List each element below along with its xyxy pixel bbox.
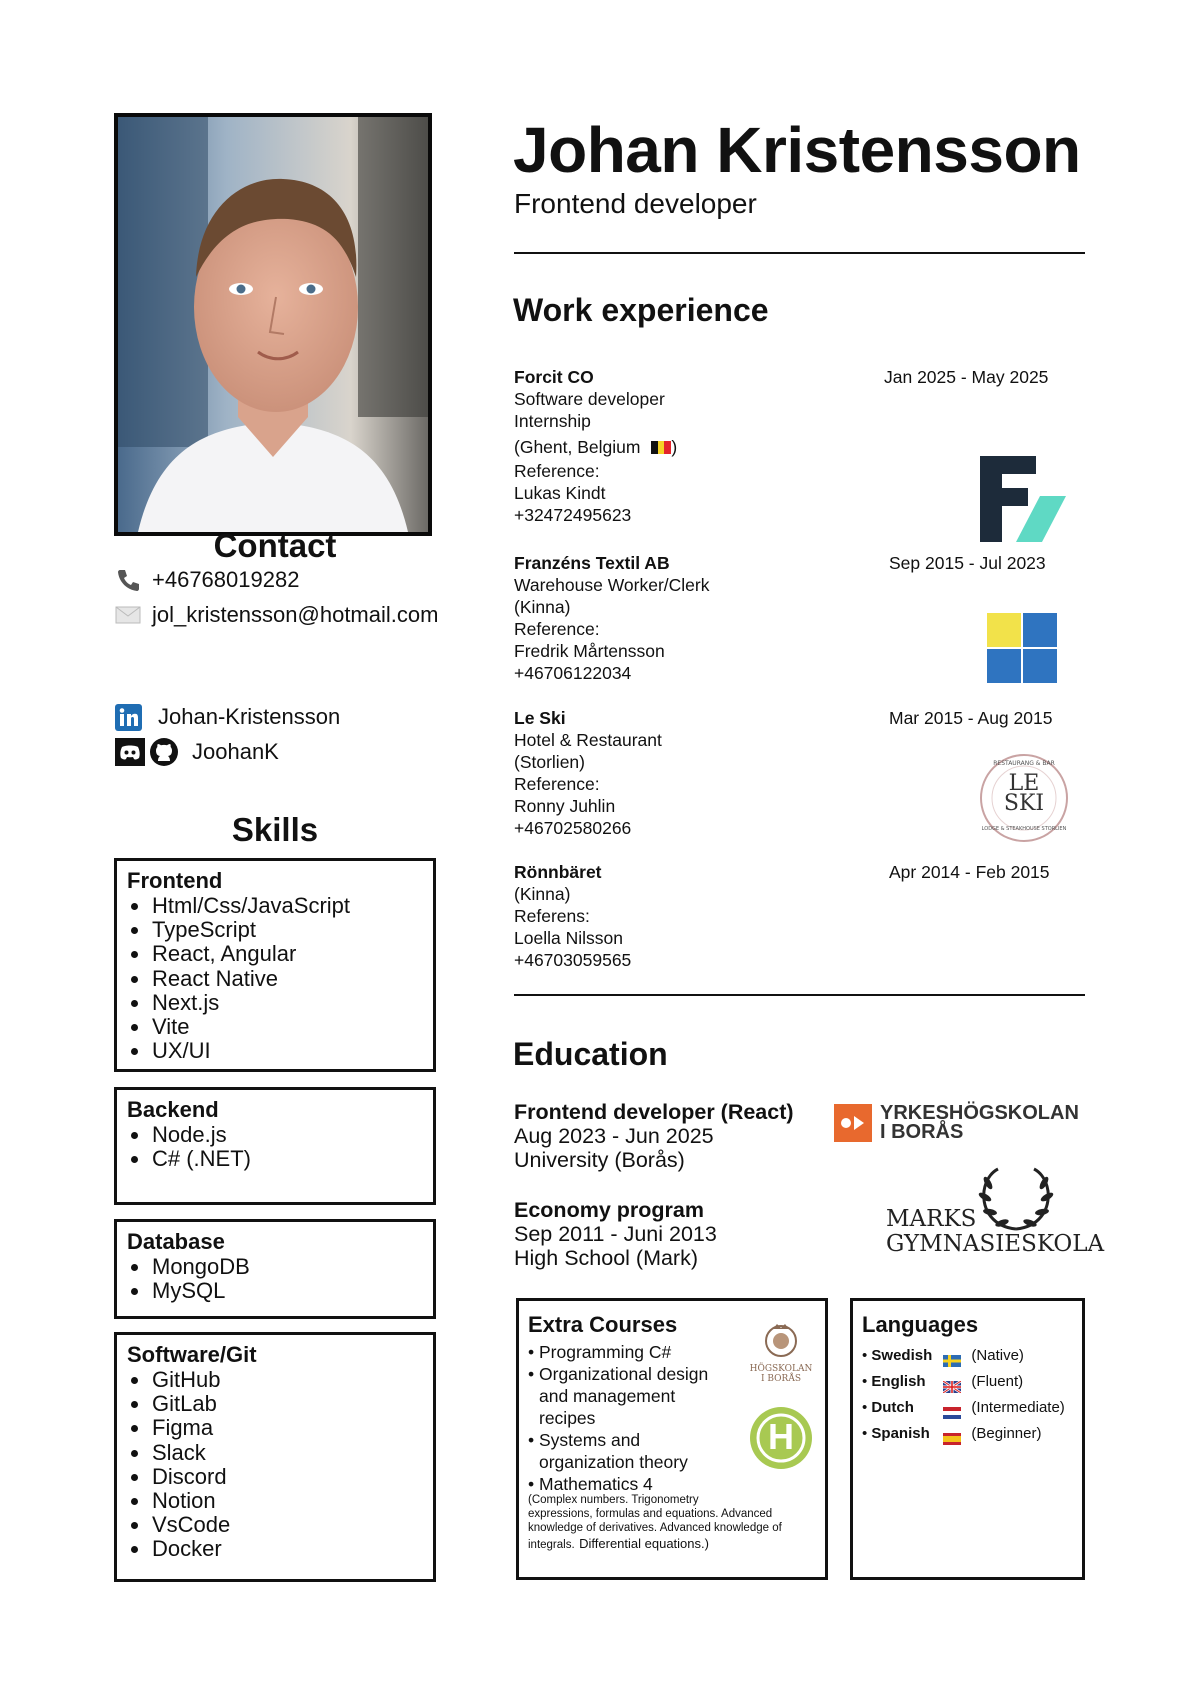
skill-item: • Node.js — [151, 1123, 423, 1147]
leski-top-text: RESTAURANG & BAR — [993, 760, 1055, 767]
extra-courses-list — [528, 1341, 738, 1495]
education-dates: Aug 2023 - Jun 2025 — [514, 1124, 714, 1148]
course-item: • Programming C# — [528, 1342, 672, 1362]
portrait-image — [118, 117, 428, 532]
math-note-tail: Differential equations.) — [579, 1536, 709, 1551]
hb-logo-text — [745, 1364, 817, 1384]
crest-icon — [763, 1321, 799, 1359]
job-company: Forcit CO — [514, 367, 594, 387]
course-item-cont: recipes — [539, 1408, 596, 1428]
skill-item: • React Native — [151, 967, 423, 991]
language-row: • Spanish (Beginner) — [862, 1421, 1082, 1447]
skill-item: • MySQL — [151, 1279, 423, 1303]
divider — [514, 252, 1085, 254]
skill-item: • Docker — [151, 1537, 423, 1561]
skill-item: • Vite — [151, 1015, 423, 1039]
job-line: +46706122034 — [514, 663, 632, 683]
skill-group-title: Backend — [127, 1097, 219, 1122]
language-level: (Beginner) — [971, 1425, 1042, 1442]
course-item: • Mathematics 4 — [528, 1474, 653, 1494]
contact-discord-github[interactable] — [114, 738, 279, 766]
contact-linkedin[interactable] — [114, 703, 340, 731]
skill-group-title: Frontend — [127, 868, 223, 893]
skill-item: • GitHub — [151, 1368, 423, 1392]
yh-logo-text — [880, 1104, 1079, 1142]
skill-group-backend — [114, 1087, 436, 1205]
phone-icon — [114, 566, 142, 594]
skill-group-title: Software/Git — [127, 1342, 257, 1367]
education-title: Frontend developer (React) — [514, 1100, 794, 1124]
job-line: Reference: — [514, 461, 600, 481]
skill-group-software — [114, 1332, 436, 1582]
job-line: Warehouse Worker/Clerk — [514, 575, 710, 595]
skill-item: • Figma — [151, 1416, 423, 1440]
job-line: Hotel & Restaurant — [514, 730, 662, 750]
job-entry-ronnbaret — [514, 861, 1074, 971]
languages-list — [862, 1343, 1082, 1447]
hb-logo-line: I BORÅS — [760, 1374, 802, 1384]
netherlands-flag-icon — [943, 1402, 961, 1414]
education-heading: Education — [513, 1036, 668, 1072]
job-date: Sep 2015 - Jul 2023 — [889, 553, 1046, 573]
skill-item: • Discord — [151, 1465, 423, 1489]
hb-logo-line: HÖGSKOLAN — [749, 1364, 813, 1374]
language-name: Swedish — [871, 1347, 933, 1364]
language-row: • Dutch (Intermediate) — [862, 1395, 1082, 1421]
job-location-text: (Ghent, Belgium — [514, 437, 641, 457]
course-item-cont: and management — [539, 1386, 676, 1406]
job-line: Internship — [514, 411, 591, 431]
job-line: Ronny Juhlin — [514, 796, 616, 816]
language-level: (Fluent) — [971, 1373, 1024, 1390]
language-row: • Swedish (Native) — [862, 1343, 1082, 1369]
course-item: • Systems and — [528, 1430, 641, 1450]
job-line: Loella Nilsson — [514, 928, 623, 948]
job-date: Jan 2025 - May 2025 — [884, 367, 1049, 387]
job-line: +46702580266 — [514, 818, 632, 838]
extra-courses-box — [516, 1298, 828, 1580]
hogskolan-boras-logo — [745, 1321, 817, 1384]
education-place: High School (Mark) — [514, 1246, 698, 1270]
skill-item: • Slack — [151, 1441, 423, 1465]
yh-logo-line: YRKESHÖGSKOLAN — [880, 1102, 1079, 1124]
contact-email[interactable] — [114, 601, 438, 629]
person-name: Johan Kristensson — [513, 114, 1081, 186]
job-location — [514, 436, 1074, 458]
math-note-line: expressions, formulas and equations. Advanced — [528, 1508, 773, 1520]
discord-icon — [114, 738, 146, 766]
math-note-line: knowledge of derivatives. Advanced knowledge of — [528, 1522, 782, 1534]
job-line: +46703059565 — [514, 950, 632, 970]
spain-flag-icon — [943, 1428, 961, 1440]
marks-logo-text — [886, 1207, 1104, 1257]
uk-flag-icon — [943, 1376, 961, 1388]
marks-logo-line: GYMNASIESKOLA — [886, 1231, 1105, 1257]
skill-item: • TypeScript — [151, 918, 423, 942]
envelope-icon — [114, 601, 142, 629]
math-note — [528, 1493, 824, 1553]
leski-main-line: SKI — [1003, 791, 1045, 816]
job-line: (Kinna) — [514, 597, 571, 617]
extra-courses-heading: Extra Courses — [528, 1312, 678, 1337]
math-note-line: (Complex numbers. Trigonometry — [528, 1494, 699, 1506]
job-line: (Kinna) — [514, 884, 571, 904]
job-line: Fredrik Mårtensson — [514, 641, 665, 661]
job-line: Reference: — [514, 774, 600, 794]
work-heading: Work experience — [513, 292, 769, 328]
skill-group-database — [114, 1219, 436, 1319]
h-badge-letter: H — [768, 1416, 794, 1457]
job-line: Reference: — [514, 619, 600, 639]
job-company: Franzéns Textil AB — [514, 553, 670, 573]
education-place: University (Borås) — [514, 1148, 685, 1172]
skill-group-title: Database — [127, 1229, 225, 1254]
language-name: English — [871, 1373, 926, 1390]
skill-item: • C# (.NET) — [151, 1147, 423, 1171]
math-note-line — [528, 1535, 824, 1553]
education-entry-marks — [514, 1198, 717, 1270]
skill-item: • UX/UI — [151, 1039, 423, 1063]
languages-heading: Languages — [862, 1312, 979, 1337]
skill-item: • MongoDB — [151, 1255, 423, 1279]
job-title: Frontend developer — [514, 188, 757, 219]
skill-item: • Next.js — [151, 991, 423, 1015]
leski-main-line: LE — [1008, 771, 1040, 796]
job-line: Software developer — [514, 389, 665, 409]
skill-item: • Notion — [151, 1489, 423, 1513]
forcit-logo — [980, 456, 1070, 551]
education-title: Economy program — [514, 1198, 704, 1222]
h-badge-logo — [748, 1405, 814, 1471]
education-entry-yh — [514, 1100, 794, 1172]
yh-play-icon — [834, 1104, 872, 1142]
job-line: +32472495623 — [514, 505, 632, 525]
contact-heading: Contact — [213, 527, 337, 564]
phone-number: +46768019282 — [152, 567, 300, 592]
linkedin-icon — [114, 703, 142, 731]
contact-phone[interactable] — [114, 566, 299, 594]
leski-logo — [978, 752, 1070, 844]
linkedin-handle: Johan-Kristensson — [158, 704, 341, 729]
education-dates: Sep 2011 - Juni 2013 — [514, 1222, 717, 1246]
job-company: Rönnbäret — [514, 862, 602, 882]
language-name: Dutch — [871, 1399, 914, 1416]
discord-github-handle: JoohanK — [192, 739, 279, 764]
skill-item: • Html/Css/JavaScript — [151, 894, 423, 918]
course-text: Programming C# — [539, 1342, 672, 1362]
language-level: (Native) — [971, 1347, 1024, 1364]
job-company: Le Ski — [514, 708, 566, 728]
course-text: Mathematics 4 — [539, 1474, 653, 1494]
course-item-cont: organization theory — [539, 1452, 688, 1472]
belgium-flag-icon — [651, 437, 671, 450]
leski-main-text — [978, 771, 1070, 816]
email-address: jol_kristensson@hotmail.com — [152, 602, 439, 627]
math-note-text: integrals. — [528, 1539, 575, 1551]
course-item: • Organizational design — [528, 1364, 709, 1384]
marks-logo-line: MARKS — [886, 1206, 977, 1232]
course-text: Organizational design — [539, 1364, 709, 1384]
yh-boras-logo — [834, 1104, 1079, 1142]
job-line: (Storlien) — [514, 752, 585, 772]
skill-group-frontend — [114, 858, 436, 1072]
profile-photo — [114, 113, 432, 536]
skill-item: • VsCode — [151, 1513, 423, 1537]
course-text: Systems and — [539, 1430, 641, 1450]
github-icon — [148, 738, 180, 766]
marks-gymnasieskola-logo — [886, 1167, 1105, 1262]
job-location-close: ) — [671, 437, 678, 457]
languages-box — [850, 1298, 1085, 1580]
sweden-flag-icon — [943, 1350, 961, 1362]
yh-logo-line: I BORÅS — [880, 1121, 964, 1143]
skill-item: • GitLab — [151, 1392, 423, 1416]
job-line: Referens: — [514, 906, 590, 926]
job-date: Mar 2015 - Aug 2015 — [889, 708, 1053, 728]
skill-item: • React, Angular — [151, 942, 423, 966]
job-date: Apr 2014 - Feb 2015 — [889, 862, 1050, 882]
job-line: Lukas Kindt — [514, 483, 606, 503]
language-level: (Intermediate) — [971, 1399, 1065, 1416]
language-row: • English (Fluent) — [862, 1369, 1082, 1395]
leski-bottom-text: LODGE & STEAKHOUSE STORLIEN — [981, 826, 1067, 832]
divider — [514, 994, 1085, 996]
language-name: Spanish — [871, 1425, 930, 1442]
skills-heading: Skills — [231, 811, 319, 848]
franzens-logo — [987, 613, 1057, 688]
